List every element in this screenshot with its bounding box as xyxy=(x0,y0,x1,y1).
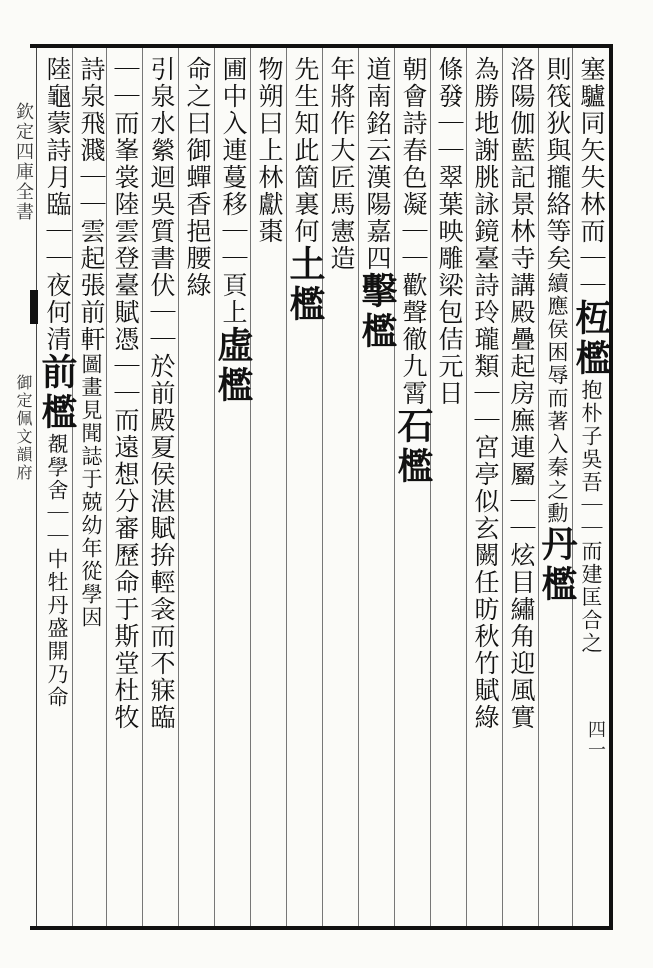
column-text: 抱朴子吳吾｜｜而建匡合之 xyxy=(579,379,603,655)
column-rule xyxy=(286,48,287,926)
text-column-8 xyxy=(324,56,358,918)
text-column-3 xyxy=(504,56,538,918)
column-rule xyxy=(142,48,143,926)
column-text: 年將作大匠馬憲造 xyxy=(327,56,356,272)
folio-number: 四一 xyxy=(585,720,606,760)
column-text: 塞驢同矢失林而｜｜ xyxy=(577,56,606,299)
text-column-6 xyxy=(392,56,434,918)
entry-heading: 丹檻 xyxy=(536,525,578,605)
column-text: 朝會詩春色凝｜｜歡聲徹九霄 xyxy=(399,56,428,407)
collection-title: 欽定四庫全書 xyxy=(13,102,34,222)
column-text: 命之曰御蟬香挹腰綠 xyxy=(183,56,212,299)
book-title: 御定佩文韻府 xyxy=(14,374,33,482)
column-text: 陸龜蒙詩月臨｜｜夜何清 xyxy=(43,56,72,353)
column-text: 圖畫見聞誌于兢幼年從學因 xyxy=(79,353,103,629)
column-rule xyxy=(178,48,179,926)
border-right xyxy=(609,44,613,930)
column-text: 道南銘云漢陽嘉四 xyxy=(363,56,392,272)
text-column-15 xyxy=(74,56,108,918)
column-text: 續應侯困辱而著入秦之勳 xyxy=(545,272,569,525)
text-column-11 xyxy=(212,56,254,918)
text-column-16 xyxy=(36,56,78,918)
fore-edge-gutter xyxy=(0,44,36,930)
text-column-1 xyxy=(570,56,612,918)
column-rule xyxy=(430,48,431,926)
column-rule xyxy=(214,48,215,926)
column-text: 引泉水縈迴吳質書伏｜｜於前殿夏侯湛賦拚輕衾而不寐臨 xyxy=(147,56,176,731)
text-column-5 xyxy=(432,56,466,918)
column-text: 先生知此箇裏何 xyxy=(291,56,320,245)
entry-heading: 前檻 xyxy=(36,353,78,433)
column-text: 為勝地謝朓詠鏡臺詩玲瓏類｜｜宮亭似玄闕任昉秋竹賦綠 xyxy=(471,56,500,731)
column-rule xyxy=(358,48,359,926)
column-text: 物朔曰上林獻棗 xyxy=(255,56,284,245)
entry-heading: 虛檻 xyxy=(212,326,254,406)
text-column-9 xyxy=(284,56,326,918)
entry-heading: 土檻 xyxy=(284,245,326,325)
text-column-12 xyxy=(180,56,214,918)
text-column-2 xyxy=(536,56,578,918)
column-rule xyxy=(538,48,539,926)
column-text: 條發｜｜翠葉映雕梁包佶元日 xyxy=(435,56,464,407)
column-rule xyxy=(394,48,395,926)
fish-tail-mark xyxy=(30,290,38,324)
column-rule xyxy=(322,48,323,926)
entry-heading: 擊檻 xyxy=(356,272,398,352)
column-rule xyxy=(466,48,467,926)
entry-heading: 枑檻 xyxy=(570,299,612,379)
text-column-10 xyxy=(252,56,286,918)
text-column-14 xyxy=(108,56,142,918)
column-text: 洛陽伽藍記景林寺講殿疊起房廡連屬｜｜炫目繡角迎風實 xyxy=(507,56,536,731)
border-left xyxy=(36,48,37,926)
column-text: 覩學舍｜｜中牡丹盛開乃命 xyxy=(45,433,69,709)
column-text: 則筏狄與攏絡等矣 xyxy=(543,56,572,272)
text-column-7 xyxy=(356,56,398,918)
column-rule xyxy=(502,48,503,926)
column-rule xyxy=(250,48,251,926)
column-text: 圃中入連蔓移｜｜頁上 xyxy=(219,56,248,326)
column-text: 詩泉飛濺｜｜雲起張前軒 xyxy=(77,56,106,353)
text-column-4 xyxy=(468,56,502,918)
border-bottom xyxy=(30,926,613,930)
entry-heading: 石檻 xyxy=(392,407,434,487)
column-text: ｜｜而峯裳陸雲登臺賦憑｜｜而遠想分審歷命于斯堂杜牧 xyxy=(111,56,140,731)
text-column-13 xyxy=(144,56,178,918)
